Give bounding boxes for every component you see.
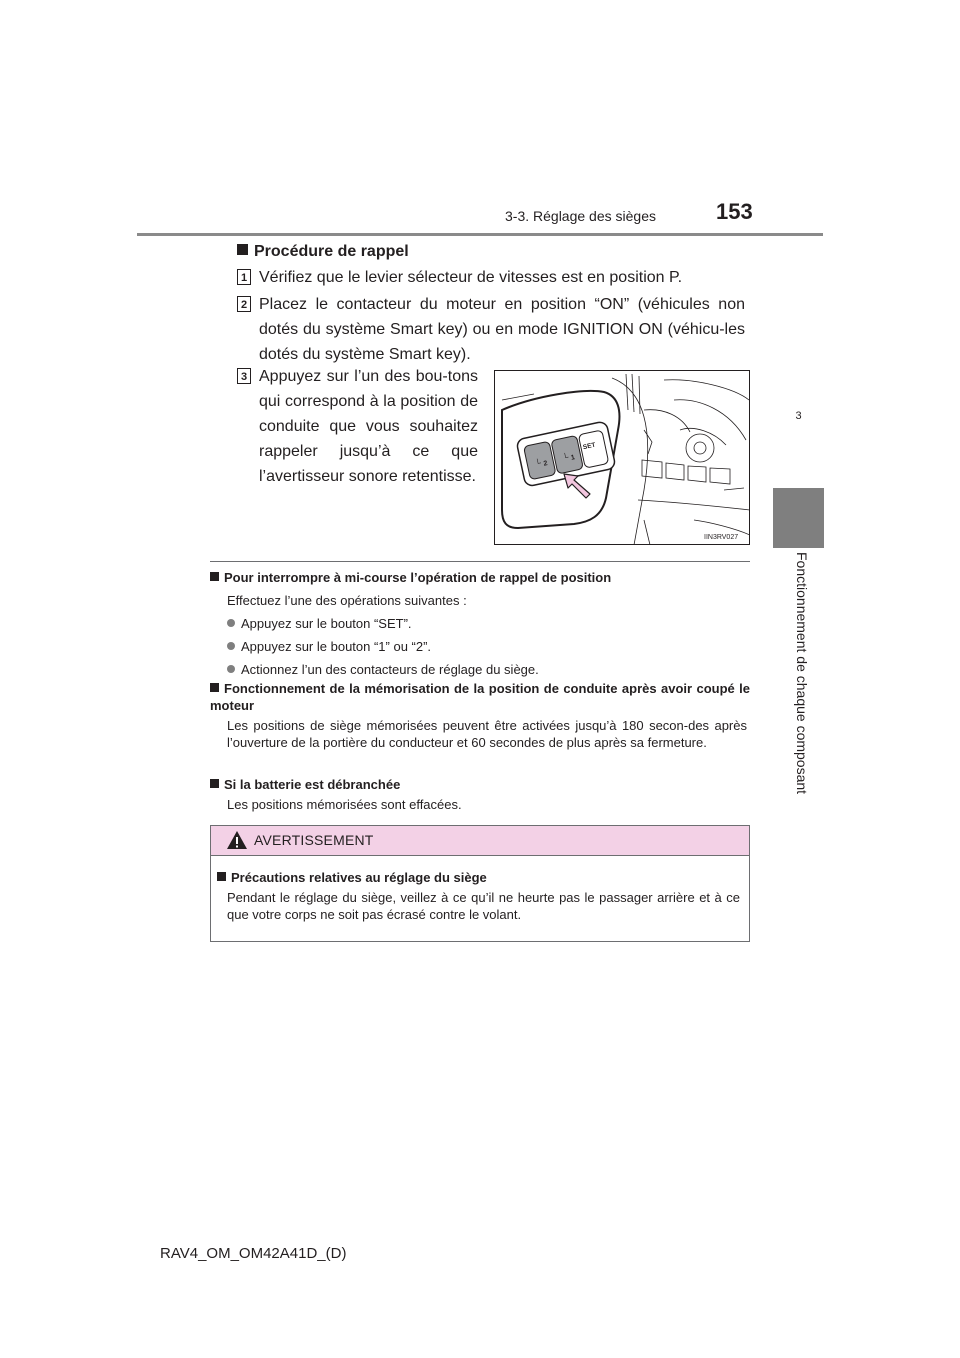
square-bullet-icon	[210, 779, 219, 788]
warning-text: Pendant le réglage du siège, veillez à ce qu’il ne heurte pas le passager arrière et à ce que votre corps ne soit pas écrasé contre le volant.	[227, 890, 740, 922]
svg-text:└: └	[561, 452, 570, 463]
procedure-heading	[237, 243, 409, 261]
list-item-text: Appuyez sur le bouton “SET”.	[241, 616, 412, 631]
step-text: Vérifiez que le levier sélecteur de vitesses est en position P.	[259, 269, 683, 286]
list-item	[227, 615, 747, 632]
step-text: Appuyez sur l’un des bou-tons qui correspond à la position de conduite que vous souhaitez rappeler jusqu’à ce que l’avertisseur sonore retentisse.	[259, 368, 478, 485]
note-heading-text: Pour interrompre à mi-course l’opération de rappel de position	[224, 570, 612, 585]
note-heading-text: Si la batterie est débranchée	[224, 777, 401, 792]
warning-title: AVERTISSEMENT	[254, 832, 374, 848]
bullet-dot-icon	[227, 665, 235, 673]
list-item-text: Appuyez sur le bouton “1” ou “2”.	[241, 639, 432, 654]
notes-divider	[210, 561, 750, 562]
header-divider	[137, 233, 823, 236]
square-bullet-icon	[237, 244, 248, 255]
document-code: RAV4_OM_OM42A41D_(D)	[160, 1245, 347, 1262]
svg-text:└: └	[534, 458, 542, 469]
note-heading	[210, 776, 750, 793]
list-item	[227, 638, 747, 655]
button-2-label: 2	[542, 460, 549, 468]
list-item-text: Actionnez l’un des contacteurs de réglage du siège.	[241, 662, 539, 677]
step-number-badge: 1	[237, 269, 251, 285]
square-bullet-icon	[217, 872, 226, 881]
step-text: Placez le contacteur du moteur en position “ON” (véhicules non dotés du système Smart key) ou en mode IGNITION ON (véhicu-les dotés du système Smart key).	[259, 296, 745, 363]
step-number-badge: 2	[237, 296, 251, 312]
button-set-label: SET	[582, 441, 597, 452]
note-heading	[210, 680, 750, 714]
warning-triangle-icon	[226, 830, 248, 850]
button-1-label: 1	[570, 454, 576, 462]
procedure-heading-text: Procédure de rappel	[254, 243, 409, 260]
list-item	[227, 661, 747, 678]
section-title: 3-3. Réglage des sièges	[505, 208, 656, 224]
bullet-dot-icon	[227, 642, 235, 650]
warning-heading-text: Précautions relatives au réglage du siège	[231, 870, 487, 885]
figure-code: IIN3RV027	[704, 534, 739, 541]
warning-heading	[217, 869, 742, 886]
note-heading-text: Fonctionnement de la mémorisation de la position de conduite après avoir coupé le moteur	[210, 681, 750, 713]
square-bullet-icon	[210, 683, 219, 692]
note-text: Les positions de siège mémorisées peuvent être activées jusqu’à 180 secon-des après l’ouverture de la portière du conducteur et 60 secondes de plus après sa fermeture.	[227, 718, 747, 750]
bullet-dot-icon	[227, 619, 235, 627]
note-text: Effectuez l’une des opérations suivantes :	[227, 593, 467, 608]
chapter-number: 3	[795, 410, 802, 422]
note-text: Les positions mémorisées sont effacées.	[227, 797, 462, 812]
square-bullet-icon	[210, 572, 219, 581]
memory-buttons-illustration	[494, 370, 750, 545]
step-number-badge: 3	[237, 368, 251, 384]
chapter-label: Fonctionnement de chaque composant	[794, 552, 810, 795]
chapter-tab	[773, 488, 824, 548]
note-heading	[210, 569, 750, 586]
page-number: 153	[716, 199, 753, 224]
